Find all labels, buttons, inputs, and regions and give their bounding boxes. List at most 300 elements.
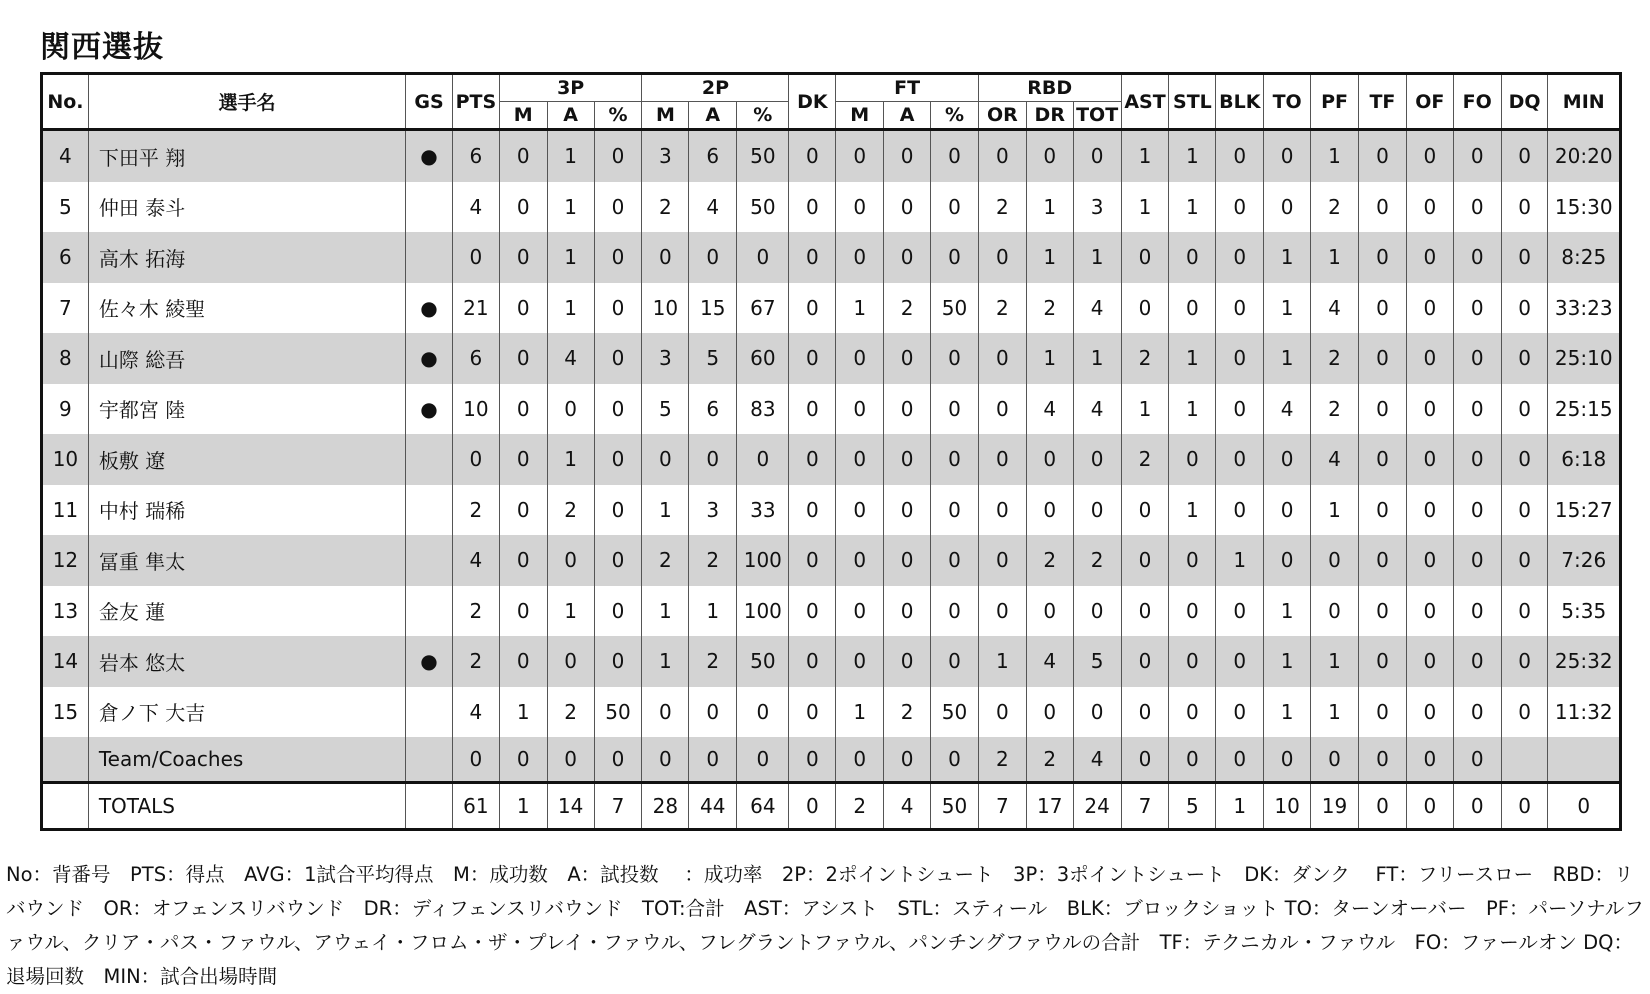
- cell-no: 15: [42, 687, 89, 738]
- cell-tf: 0: [1358, 384, 1406, 435]
- cell-name: 倉ノ下 大吉: [88, 687, 405, 738]
- cell-pf: 0: [1311, 737, 1359, 783]
- cell-ftm: 0: [836, 535, 884, 586]
- col-group-ft: FT: [836, 74, 979, 102]
- cell-p3a: 1: [547, 130, 594, 182]
- cell-to: 1: [1264, 687, 1311, 738]
- cell-p3a: 2: [547, 687, 594, 738]
- table-row: [42, 182, 1621, 233]
- cell-p2p: 50: [737, 636, 789, 687]
- cell-p3m: 0: [499, 737, 547, 783]
- cell-p2p: 64: [737, 783, 789, 830]
- col-pts: PTS: [452, 74, 499, 130]
- cell-dk: 0: [789, 737, 836, 783]
- cell-dk: 0: [789, 434, 836, 485]
- cell-or: 1: [978, 636, 1026, 687]
- cell-p2p: 33: [737, 485, 789, 536]
- cell-p3p: 0: [594, 232, 642, 283]
- cell-ast: 1: [1121, 182, 1169, 233]
- cell-of: 0: [1406, 182, 1453, 233]
- cell-tot: 0: [1073, 586, 1121, 637]
- cell-dr: 4: [1026, 384, 1073, 435]
- cell-pts: 6: [452, 333, 499, 384]
- cell-ftp: 50: [931, 783, 979, 830]
- cell-ftp: 0: [931, 232, 979, 283]
- cell-dr: 0: [1026, 434, 1073, 485]
- cell-pts: 4: [452, 182, 499, 233]
- cell-gs: ●: [406, 333, 453, 384]
- cell-dr: 1: [1026, 182, 1073, 233]
- cell-no: 11: [42, 485, 89, 536]
- cell-p3m: 1: [499, 783, 547, 830]
- cell-p2p: 100: [737, 586, 789, 637]
- cell-ast: 0: [1121, 636, 1169, 687]
- cell-ast: 0: [1121, 586, 1169, 637]
- cell-dk: 0: [789, 232, 836, 283]
- cell-stl: 1: [1169, 130, 1216, 182]
- cell-stl: 0: [1169, 434, 1216, 485]
- cell-fo: 0: [1453, 434, 1501, 485]
- cell-min: 15:30: [1548, 182, 1621, 233]
- cell-dk: 0: [789, 783, 836, 830]
- cell-p2a: 2: [689, 636, 737, 687]
- col-group-rbd: RBD: [978, 74, 1121, 102]
- cell-fo: 0: [1453, 232, 1501, 283]
- cell-dq: 0: [1501, 333, 1548, 384]
- cell-no: 4: [42, 130, 89, 182]
- cell-or: 2: [978, 182, 1026, 233]
- col-group-2p: 2P: [642, 74, 789, 102]
- cell-p2m: 5: [642, 384, 689, 435]
- cell-ftm: 0: [836, 333, 884, 384]
- cell-fta: 0: [884, 586, 931, 637]
- cell-p3a: 1: [547, 586, 594, 637]
- cell-p3m: 0: [499, 130, 547, 182]
- cell-p2p: 100: [737, 535, 789, 586]
- col-tf: TF: [1358, 74, 1406, 130]
- cell-p3a: 2: [547, 485, 594, 536]
- cell-tot: 5: [1073, 636, 1121, 687]
- cell-to: 1: [1264, 232, 1311, 283]
- cell-p3m: 0: [499, 232, 547, 283]
- cell-p3m: 0: [499, 636, 547, 687]
- cell-p2p: 67: [737, 283, 789, 334]
- cell-p3a: 1: [547, 232, 594, 283]
- cell-gs: ●: [406, 384, 453, 435]
- cell-min: [1548, 737, 1621, 783]
- legend-text: No：背番号 PTS：得点 AVG：1試合平均得点 M：成功数 A：試投数 ：成功率 2P：2ポイントシュート 3P：3ポイントシュート DK：ダンク FT：フリースロー RBD：リバウンド OR：オフェンスリバウンド DR：ディフェンスリバウンド TOT:合計 AST：アシスト STL：スティール BLK：ブロックショット TO：ターンオーバー PF：パーソナルファウル、クリア・パス・ファウル、アウェイ・フロム・ザ・プレイ・ファウル、フレグラントファウル、パンチングファウルの合計 TF：テクニカル・ファウル FO：ファールオン DQ：退場回数 MIN：試合出場時間: [6, 863, 1644, 988]
- cell-p3m: 0: [499, 535, 547, 586]
- cell-p3p: 0: [594, 737, 642, 783]
- col-pf: PF: [1311, 74, 1359, 130]
- cell-p2a: 6: [689, 384, 737, 435]
- cell-ftm: 0: [836, 485, 884, 536]
- cell-p2m: 2: [642, 182, 689, 233]
- cell-p2m: 2: [642, 535, 689, 586]
- cell-min: 5:35: [1548, 586, 1621, 637]
- cell-stl: 0: [1169, 283, 1216, 334]
- cell-tot: 24: [1073, 783, 1121, 830]
- totals-section: [42, 783, 1621, 830]
- cell-no: 5: [42, 182, 89, 233]
- col-group-3p: 3P: [499, 74, 642, 102]
- cell-ftp: 0: [931, 434, 979, 485]
- cell-pf: 19: [1311, 783, 1359, 830]
- cell-p3p: 0: [594, 130, 642, 182]
- table-row: [42, 434, 1621, 485]
- cell-p2m: 1: [642, 636, 689, 687]
- cell-p2m: 3: [642, 130, 689, 182]
- cell-tot: 0: [1073, 434, 1121, 485]
- cell-p2a: 5: [689, 333, 737, 384]
- cell-p2m: 0: [642, 232, 689, 283]
- cell-p3m: 1: [499, 687, 547, 738]
- cell-p3p: 0: [594, 586, 642, 637]
- cell-name: 高木 拓海: [88, 232, 405, 283]
- cell-fta: 0: [884, 232, 931, 283]
- cell-pf: 1: [1311, 687, 1359, 738]
- table-row: [42, 130, 1621, 182]
- cell-min: 8:25: [1548, 232, 1621, 283]
- cell-fta: 0: [884, 737, 931, 783]
- cell-fo: 0: [1453, 636, 1501, 687]
- cell-dr: 4: [1026, 636, 1073, 687]
- cell-blk: 0: [1216, 586, 1264, 637]
- cell-dq: 0: [1501, 232, 1548, 283]
- cell-fta: 2: [884, 687, 931, 738]
- cell-p2m: 28: [642, 783, 689, 830]
- cell-ast: 0: [1121, 283, 1169, 334]
- cell-no: 13: [42, 586, 89, 637]
- cell-of: 0: [1406, 485, 1453, 536]
- cell-fo: 0: [1453, 485, 1501, 536]
- cell-p2p: 60: [737, 333, 789, 384]
- cell-p3m: 0: [499, 485, 547, 536]
- cell-to: 0: [1264, 737, 1311, 783]
- cell-or: 0: [978, 434, 1026, 485]
- cell-name: 山際 総吾: [88, 333, 405, 384]
- cell-ftm: 0: [836, 737, 884, 783]
- cell-stl: 1: [1169, 182, 1216, 233]
- cell-min: 0: [1548, 783, 1621, 830]
- cell-dk: 0: [789, 485, 836, 536]
- cell-p2m: 1: [642, 586, 689, 637]
- cell-p2m: 0: [642, 434, 689, 485]
- cell-p3p: 7: [594, 783, 642, 830]
- cell-dk: 0: [789, 636, 836, 687]
- cell-fo: 0: [1453, 586, 1501, 637]
- cell-gs: [406, 485, 453, 536]
- cell-tf: 0: [1358, 783, 1406, 830]
- cell-dk: 0: [789, 586, 836, 637]
- cell-fta: 2: [884, 283, 931, 334]
- cell-p3p: 50: [594, 687, 642, 738]
- cell-gs: [406, 586, 453, 637]
- cell-p3a: 1: [547, 434, 594, 485]
- cell-dq: 0: [1501, 535, 1548, 586]
- cell-name: 仲田 泰斗: [88, 182, 405, 233]
- cell-fta: 0: [884, 384, 931, 435]
- cell-to: 10: [1264, 783, 1311, 830]
- cell-stl: 0: [1169, 232, 1216, 283]
- cell-p2a: 0: [689, 232, 737, 283]
- cell-tot: 4: [1073, 384, 1121, 435]
- col-2p-m: M: [642, 102, 689, 130]
- cell-ftm: 1: [836, 283, 884, 334]
- cell-blk: 0: [1216, 687, 1264, 738]
- cell-pf: 2: [1311, 333, 1359, 384]
- cell-pf: 2: [1311, 384, 1359, 435]
- cell-dr: 2: [1026, 283, 1073, 334]
- cell-dq: 0: [1501, 182, 1548, 233]
- cell-fta: 4: [884, 783, 931, 830]
- cell-pts: 4: [452, 687, 499, 738]
- cell-of: 0: [1406, 130, 1453, 182]
- cell-dq: 0: [1501, 384, 1548, 435]
- cell-p2a: 2: [689, 535, 737, 586]
- col-rbd-dr: DR: [1026, 102, 1073, 130]
- cell-p3m: 0: [499, 434, 547, 485]
- cell-blk: 0: [1216, 636, 1264, 687]
- cell-to: 0: [1264, 485, 1311, 536]
- col-no: No.: [42, 74, 89, 130]
- table-row: [42, 687, 1621, 738]
- cell-p2a: 15: [689, 283, 737, 334]
- table-row: [42, 384, 1621, 435]
- cell-p3m: 0: [499, 182, 547, 233]
- cell-no: 7: [42, 283, 89, 334]
- cell-pts: 2: [452, 586, 499, 637]
- col-to: TO: [1264, 74, 1311, 130]
- col-rbd-tot: TOT: [1073, 102, 1121, 130]
- cell-p2a: 4: [689, 182, 737, 233]
- cell-pts: 0: [452, 232, 499, 283]
- cell-gs: ●: [406, 130, 453, 182]
- cell-name: 板敷 遼: [88, 434, 405, 485]
- cell-p3a: 0: [547, 384, 594, 435]
- col-ft-a: A: [884, 102, 931, 130]
- cell-p3p: 0: [594, 434, 642, 485]
- cell-p2m: 1: [642, 485, 689, 536]
- cell-no: 6: [42, 232, 89, 283]
- cell-tot: 1: [1073, 333, 1121, 384]
- cell-no: 10: [42, 434, 89, 485]
- cell-p2a: 6: [689, 130, 737, 182]
- cell-or: 0: [978, 687, 1026, 738]
- cell-p2m: 0: [642, 687, 689, 738]
- cell-fo: 0: [1453, 130, 1501, 182]
- cell-min: 33:23: [1548, 283, 1621, 334]
- table-row: [42, 232, 1621, 283]
- cell-blk: 0: [1216, 182, 1264, 233]
- cell-ftm: 0: [836, 232, 884, 283]
- cell-ftm: 0: [836, 182, 884, 233]
- cell-p3a: 0: [547, 636, 594, 687]
- cell-pf: 1: [1311, 232, 1359, 283]
- cell-ftp: 0: [931, 535, 979, 586]
- col-dk: DK: [789, 74, 836, 130]
- cell-tf: 0: [1358, 485, 1406, 536]
- cell-ftp: 0: [931, 130, 979, 182]
- cell-ftp: 0: [931, 737, 979, 783]
- cell-dq: 0: [1501, 783, 1548, 830]
- cell-tot: 0: [1073, 687, 1121, 738]
- cell-fta: 0: [884, 182, 931, 233]
- cell-fo: 0: [1453, 283, 1501, 334]
- cell-p3p: 0: [594, 182, 642, 233]
- cell-ftm: 0: [836, 636, 884, 687]
- cell-tf: 0: [1358, 232, 1406, 283]
- cell-of: 0: [1406, 535, 1453, 586]
- cell-dk: 0: [789, 687, 836, 738]
- cell-p2p: 50: [737, 130, 789, 182]
- cell-pts: 0: [452, 434, 499, 485]
- cell-dr: 2: [1026, 737, 1073, 783]
- cell-p2a: 0: [689, 737, 737, 783]
- cell-fo: 0: [1453, 384, 1501, 435]
- cell-or: 0: [978, 535, 1026, 586]
- cell-ast: 0: [1121, 687, 1169, 738]
- cell-p2a: 1: [689, 586, 737, 637]
- cell-name: 岩本 悠太: [88, 636, 405, 687]
- cell-ast: 0: [1121, 232, 1169, 283]
- cell-dk: 0: [789, 182, 836, 233]
- cell-ast: 0: [1121, 485, 1169, 536]
- cell-ftm: 1: [836, 687, 884, 738]
- cell-ast: 0: [1121, 535, 1169, 586]
- cell-to: 1: [1264, 333, 1311, 384]
- cell-ftp: 50: [931, 283, 979, 334]
- cell-tot: 0: [1073, 130, 1121, 182]
- cell-p2p: 0: [737, 737, 789, 783]
- cell-tf: 0: [1358, 130, 1406, 182]
- cell-stl: 1: [1169, 485, 1216, 536]
- table-row: [42, 283, 1621, 334]
- cell-fta: 0: [884, 485, 931, 536]
- cell-dk: 0: [789, 283, 836, 334]
- cell-p3p: 0: [594, 333, 642, 384]
- cell-or: 7: [978, 783, 1026, 830]
- cell-blk: 0: [1216, 434, 1264, 485]
- cell-gs: ●: [406, 283, 453, 334]
- cell-tot: 4: [1073, 283, 1121, 334]
- cell-fo: 0: [1453, 333, 1501, 384]
- cell-ast: 2: [1121, 333, 1169, 384]
- cell-of: 0: [1406, 434, 1453, 485]
- cell-dr: 0: [1026, 687, 1073, 738]
- cell-p3a: 1: [547, 182, 594, 233]
- cell-dr: 1: [1026, 232, 1073, 283]
- cell-p2a: 3: [689, 485, 737, 536]
- cell-min: 6:18: [1548, 434, 1621, 485]
- cell-gs: [406, 783, 453, 830]
- cell-stl: 0: [1169, 586, 1216, 637]
- cell-blk: 0: [1216, 232, 1264, 283]
- cell-min: 7:26: [1548, 535, 1621, 586]
- cell-dq: 0: [1501, 283, 1548, 334]
- cell-dk: 0: [789, 535, 836, 586]
- cell-name: TOTALS: [88, 783, 405, 830]
- cell-name: Team/Coaches: [88, 737, 405, 783]
- cell-blk: 0: [1216, 737, 1264, 783]
- cell-tf: 0: [1358, 333, 1406, 384]
- cell-p3m: 0: [499, 283, 547, 334]
- cell-dk: 0: [789, 384, 836, 435]
- cell-p2p: 83: [737, 384, 789, 435]
- cell-p3p: 0: [594, 636, 642, 687]
- cell-ftp: 0: [931, 384, 979, 435]
- cell-dq: [1501, 737, 1548, 783]
- col-of: OF: [1406, 74, 1453, 130]
- cell-tot: 2: [1073, 535, 1121, 586]
- cell-no: 9: [42, 384, 89, 435]
- cell-p3p: 0: [594, 384, 642, 435]
- cell-ftm: 0: [836, 130, 884, 182]
- cell-pts: 4: [452, 535, 499, 586]
- box-score-table: [40, 72, 1622, 831]
- cell-of: 0: [1406, 283, 1453, 334]
- cell-p2m: 3: [642, 333, 689, 384]
- cell-to: 0: [1264, 182, 1311, 233]
- cell-ast: 7: [1121, 783, 1169, 830]
- col-blk: BLK: [1216, 74, 1264, 130]
- cell-no: 14: [42, 636, 89, 687]
- cell-ftp: 0: [931, 333, 979, 384]
- cell-p3m: 0: [499, 384, 547, 435]
- cell-p3a: 4: [547, 333, 594, 384]
- cell-ftm: 2: [836, 783, 884, 830]
- cell-dq: 0: [1501, 636, 1548, 687]
- cell-tf: 0: [1358, 535, 1406, 586]
- cell-min: 11:32: [1548, 687, 1621, 738]
- cell-gs: [406, 535, 453, 586]
- cell-gs: [406, 737, 453, 783]
- col-2p-a: A: [689, 102, 737, 130]
- cell-p2a: 0: [689, 687, 737, 738]
- cell-of: 0: [1406, 586, 1453, 637]
- col-ft-pct: %: [931, 102, 979, 130]
- col-player-name: 選手名: [88, 74, 405, 130]
- cell-p2m: 0: [642, 737, 689, 783]
- cell-of: 0: [1406, 737, 1453, 783]
- cell-of: 0: [1406, 783, 1453, 830]
- cell-blk: 0: [1216, 485, 1264, 536]
- cell-fo: 0: [1453, 687, 1501, 738]
- cell-min: 20:20: [1548, 130, 1621, 182]
- table-row: [42, 535, 1621, 586]
- cell-name: 宇都宮 陸: [88, 384, 405, 435]
- cell-dq: 0: [1501, 687, 1548, 738]
- cell-tf: 0: [1358, 586, 1406, 637]
- col-ast: AST: [1121, 74, 1169, 130]
- cell-to: 1: [1264, 636, 1311, 687]
- cell-stl: 1: [1169, 384, 1216, 435]
- cell-p2a: 44: [689, 783, 737, 830]
- cell-ftp: 0: [931, 485, 979, 536]
- cell-pf: 4: [1311, 434, 1359, 485]
- cell-of: 0: [1406, 687, 1453, 738]
- cell-ast: 2: [1121, 434, 1169, 485]
- cell-blk: 1: [1216, 535, 1264, 586]
- cell-gs: [406, 232, 453, 283]
- cell-p3p: 0: [594, 535, 642, 586]
- cell-pts: 0: [452, 737, 499, 783]
- cell-p3p: 0: [594, 485, 642, 536]
- cell-ast: 1: [1121, 384, 1169, 435]
- col-3p-a: A: [547, 102, 594, 130]
- cell-dq: 0: [1501, 485, 1548, 536]
- cell-gs: ●: [406, 636, 453, 687]
